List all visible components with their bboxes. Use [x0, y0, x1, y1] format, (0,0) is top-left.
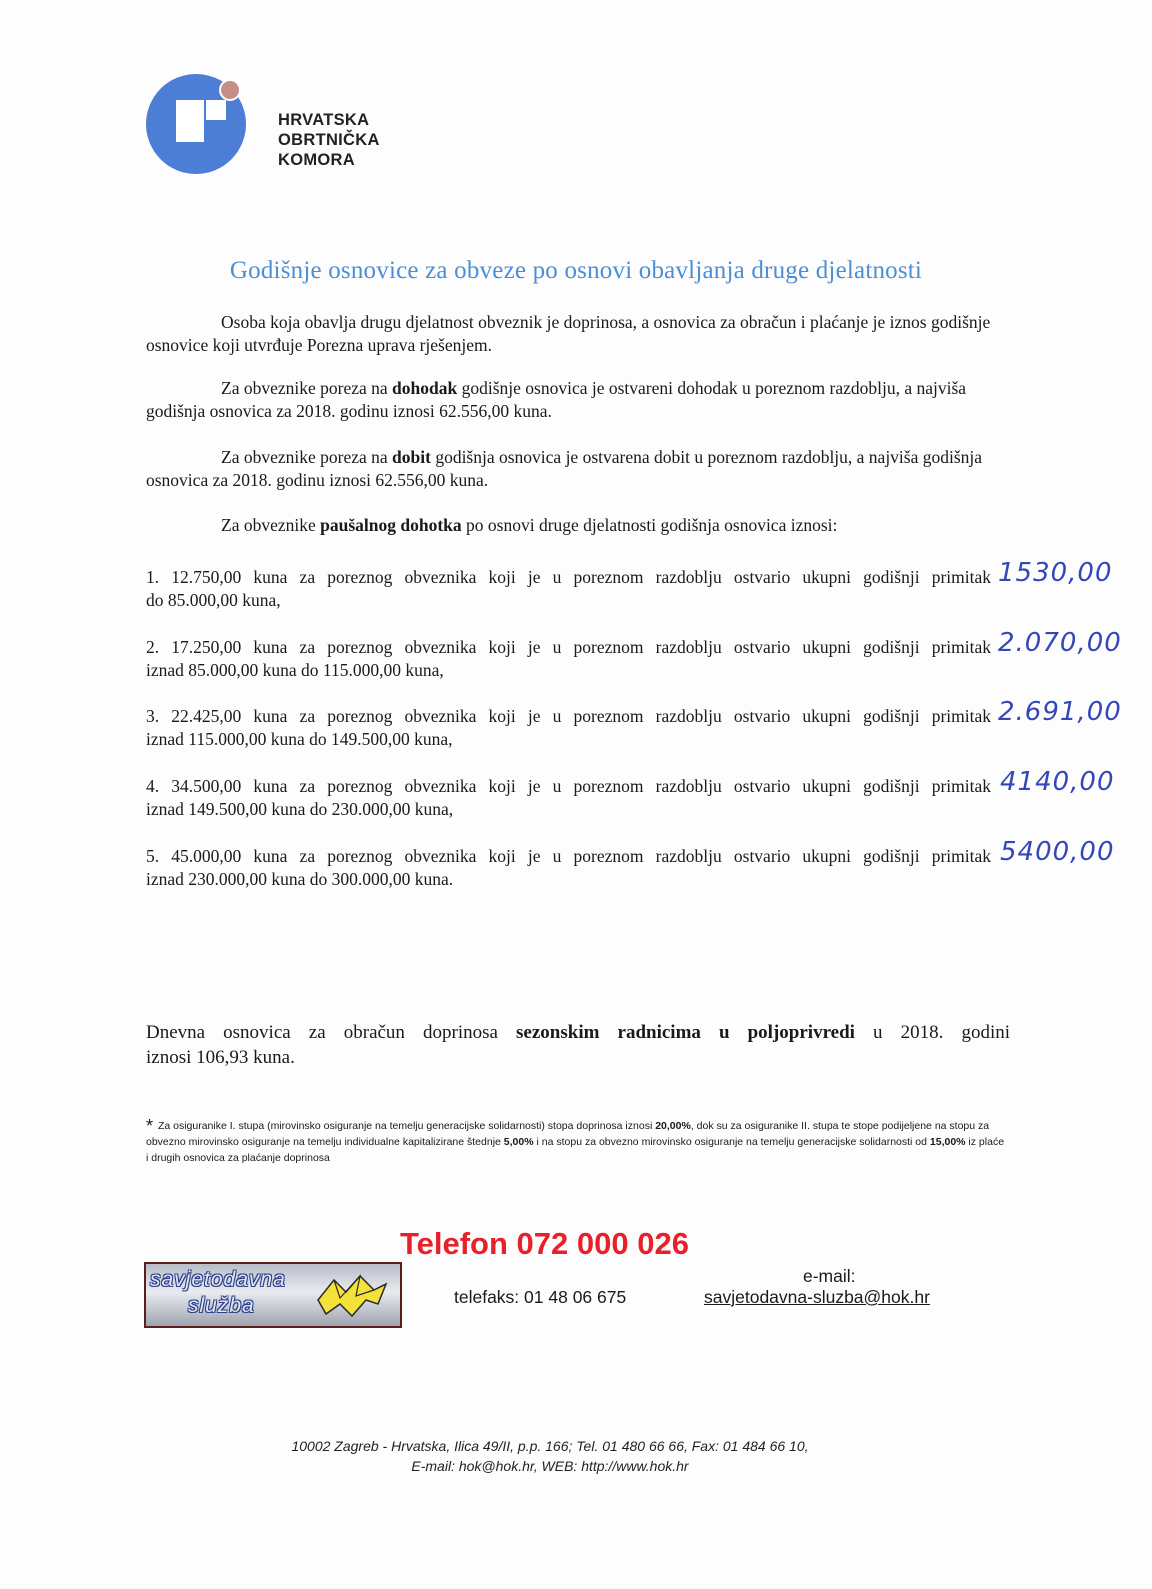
list-item-line-2: do 85.000,00 kuna,: [146, 590, 281, 610]
paragraph-dohodak-after: godišnje osnovica je ostvareni dohodak u poreznom razdoblju, a najviša godišnja osnovica za 2018. godinu iznosi 62.556,00 kuna.: [146, 378, 967, 421]
list-item: [146, 566, 991, 612]
daily-before: Dnevna osnovica za obračun doprinosa: [146, 1022, 517, 1043]
footnote-bold-3: 15,00%: [929, 1136, 966, 1148]
handshake-icon: [312, 1270, 392, 1322]
daily-bold: sezonskim radnicima u poljoprivredi: [516, 1022, 855, 1043]
paragraph-pausalni-before: Za obveznike: [221, 515, 321, 535]
paragraph-intro: [146, 311, 996, 357]
phone-number: Telefon 072 000 026: [400, 1226, 689, 1261]
list-item-line-1: 4. 34.500,00 kuna za poreznog obveznika koji je u poreznom razdoblju ostvario ukupni godišnji primitak: [146, 776, 991, 796]
email-link[interactable]: savjetodavna-sluzba@hok.hr: [704, 1287, 930, 1307]
list-item: [146, 845, 991, 891]
list-item-line-1: 2. 17.250,00 kuna za poreznog obveznika koji je u poreznom razdoblju ostvario ukupni godišnji primitak: [146, 637, 991, 657]
paragraph-pausalni-bold: paušalnog dohotka: [320, 515, 462, 535]
footnote-star: *: [146, 1116, 154, 1136]
handwritten-note: 2.691,00: [998, 697, 1122, 727]
footnote-bold-1: 20,00%: [655, 1120, 691, 1132]
list-item: [146, 705, 991, 751]
paragraph-daily-base: [146, 1020, 1010, 1070]
hok-logo: [144, 70, 404, 180]
footnote-text-4: iz plaće i drugih osnovica za plaćanje doprinosa: [146, 1136, 1005, 1164]
paragraph-dobit-after: godišnja osnovica je ostvarena dobit u poreznom razdoblju, a najviša godišnja osnovica za 2018. godinu iznosi 62.556,00 kuna.: [146, 447, 983, 490]
paragraph-pausalni-after: po osnovi druge djelatnosti godišnja osnovica iznosi:: [461, 515, 838, 535]
address-line-1: 10002 Zagreb - Hrvatska, Ilica 49/II, p.p. 166; Tel. 01 480 66 66, Fax: 01 484 66 10,: [291, 1438, 809, 1454]
banner-line-2: služba: [188, 1294, 255, 1317]
paragraph-dobit: [146, 446, 996, 492]
footnote-text-1: Za osiguranike I. stupa (mirovinsko osiguranje na temelju generacijske solidarnosti) stopa doprinosa iznosi: [157, 1120, 656, 1132]
daily-line-2: iznosi 106,93 kuna.: [146, 1047, 295, 1068]
list-item-line-2: iznad 149.500,00 kuna do 230.000,00 kuna,: [146, 799, 454, 819]
footnote: [146, 1118, 1006, 1166]
logo-line-3: KOMORA: [278, 151, 355, 169]
hok-logo-text: [278, 110, 380, 170]
paragraph-dohodak-before: Za obveznike poreza na: [221, 378, 393, 398]
email-label: e-mail:: [803, 1266, 856, 1286]
handwritten-note: 2.070,00: [998, 628, 1122, 658]
handwritten-note: 5400,00: [1000, 837, 1115, 867]
address-footer: [0, 1436, 1100, 1476]
paragraph-intro-text: Osoba koja obavlja drugu djelatnost obveznik je doprinosa, a osnovica za obračun i plaćanje je iznos godišnje osnovice koji utvrđuje Porezna uprava rješenjem.: [146, 312, 991, 355]
handwritten-note: 4140,00: [1000, 767, 1115, 797]
list-item: [146, 775, 991, 821]
paragraph-dobit-bold: dobit: [392, 447, 431, 467]
paragraph-dobit-before: Za obveznike poreza na: [221, 447, 393, 467]
list-item-line-2: iznad 230.000,00 kuna do 300.000,00 kuna.: [146, 869, 454, 889]
paragraph-dohodak: [146, 377, 996, 423]
footnote-bold-2: 5,00%: [503, 1136, 534, 1148]
list-item-line-1: 1. 12.750,00 kuna za poreznog obveznika koji je u poreznom razdoblju ostvario ukupni godišnji primitak: [146, 567, 991, 587]
banner-line-1: savjetodavna: [150, 1268, 286, 1291]
logo-line-1: HRVATSKA: [278, 111, 370, 129]
savjetodavna-banner: [144, 1262, 402, 1328]
list-item-line-1: 3. 22.425,00 kuna za poreznog obveznika koji je u poreznom razdoblju ostvario ukupni godišnji primitak: [146, 706, 991, 726]
page-title: Godišnje osnovice za obveze po osnovi obavljanja druge djelatnosti: [229, 257, 923, 284]
list-item-line-2: iznad 85.000,00 kuna do 115.000,00 kuna,: [146, 660, 444, 680]
paragraph-pausalni: [146, 514, 996, 537]
fax-number: telefaks: 01 48 06 675: [454, 1287, 627, 1307]
logo-line-2: OBRTNIČKA: [278, 131, 380, 149]
address-line-2: E-mail: hok@hok.hr, WEB: http://www.hok.hr: [411, 1458, 689, 1474]
footnote-text-2: , dok su za osiguranike II. stupa te stope podijeljene na stopu za obvezno mirovinsko osiguranje na temelju individualne kapitalizirane štednje: [146, 1120, 990, 1148]
daily-line-1: [146, 1020, 1010, 1045]
daily-after: u 2018. godini: [854, 1022, 1011, 1043]
handwritten-note: 1530,00: [998, 558, 1113, 588]
list-item-line-2: iznad 115.000,00 kuna do 149.500,00 kuna,: [146, 729, 453, 749]
list-item: [146, 636, 991, 682]
paragraph-dohodak-bold: dohodak: [392, 378, 458, 398]
hok-logo-mark: [144, 70, 254, 175]
list-item-line-1: 5. 45.000,00 kuna za poreznog obveznika koji je u poreznom razdoblju ostvario ukupni godišnji primitak: [146, 846, 991, 866]
footnote-text-3: i na stopu za obvezno mirovinsko osiguranje na temelju generacijske solidarnosti od: [533, 1136, 930, 1148]
